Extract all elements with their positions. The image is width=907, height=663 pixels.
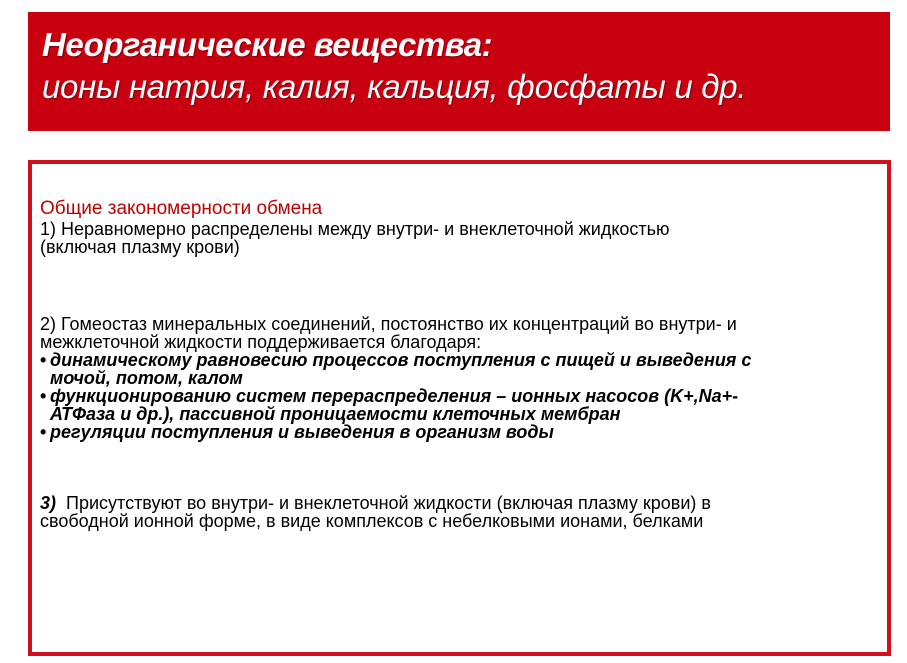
bullet-1-line-1: динамическому равновесию процессов поступления с пищей и выведения с xyxy=(50,350,752,370)
bullet-icon: • xyxy=(40,422,47,442)
point-3-text-1: Присутствуют во внутри- и внеклеточной жидкости (включая плазму крови) в xyxy=(56,493,711,513)
bullet-icon: • xyxy=(40,350,47,370)
title-banner xyxy=(28,12,890,131)
point-1 xyxy=(40,220,890,256)
point-2-line-2: межклеточной жидкости поддерживается благодаря: xyxy=(40,332,482,352)
slide-title: Неорганические вещества: xyxy=(42,26,493,63)
bullet-2-line-2: АТФаза и др.), пассивной проницаемости клеточных мембран xyxy=(50,404,621,424)
bullet-1-line-2: мочой, потом, калом xyxy=(50,368,243,388)
bullet-3-line-1: регуляции поступления и выведения в организм воды xyxy=(50,422,554,442)
bullet-item-1 xyxy=(40,351,890,387)
point-1-line-1: 1) Неравномерно распределены между внутри- и внеклеточной жидкостью xyxy=(40,219,670,239)
point-3 xyxy=(40,494,890,530)
bullet-item-3 xyxy=(40,423,890,441)
point-3-number: 3) xyxy=(40,493,57,513)
bullet-item-2 xyxy=(40,387,890,423)
point-2-line-1: 2) Гомеостаз минеральных соединений, постоянство их концентраций во внутри- и xyxy=(40,314,737,334)
section-heading: Общие закономерности обмена xyxy=(40,198,323,219)
bullet-2-line-1: функционированию систем перераспределения – ионных насосов (K+,Na+- xyxy=(50,386,739,406)
slide-subtitle: ионы натрия, калия, кальция, фосфаты и др. xyxy=(42,68,747,105)
point-2 xyxy=(40,315,890,441)
content-body xyxy=(40,198,890,530)
point-3-line-2: свободной ионной форме, в виде комплексов с небелковыми ионами, белками xyxy=(40,511,704,531)
point-3-line-1 xyxy=(40,494,890,512)
bullet-icon: • xyxy=(40,386,47,406)
point-1-line-2: (включая плазму крови) xyxy=(40,237,240,257)
